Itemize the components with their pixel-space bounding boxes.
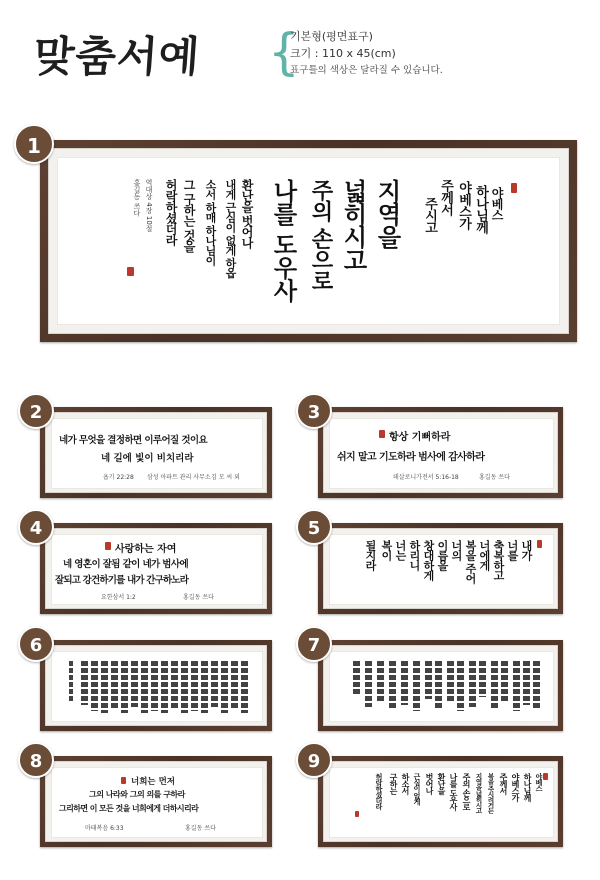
calligraphy-column: 벗어나 bbox=[425, 773, 434, 794]
calligraphy-line: 항상 기뻐하라 bbox=[389, 432, 451, 443]
calligraphy-line: 쉬지 말고 기도하라 범사에 감사하라 bbox=[337, 452, 485, 463]
product-3-artwork bbox=[329, 418, 554, 489]
artist-signature: 홍길동 쓰다 bbox=[185, 825, 216, 832]
spec-note: 표구틀의 색상은 달라질 수 있습니다. bbox=[290, 65, 443, 76]
calligraphy-texture bbox=[221, 661, 228, 713]
calligraphy-texture bbox=[151, 661, 158, 711]
product-3-mat bbox=[323, 412, 558, 493]
calligraphy-column: 복을 주어 bbox=[464, 540, 477, 583]
calligraphy-column: 내가 bbox=[520, 540, 533, 560]
product-2-frame[interactable] bbox=[29, 402, 272, 498]
calligraphy-texture bbox=[191, 661, 198, 711]
product-6-frame[interactable] bbox=[29, 635, 272, 731]
calligraphy-texture bbox=[425, 661, 432, 699]
product-6-mat bbox=[45, 645, 267, 726]
calligraphy-texture bbox=[491, 661, 498, 709]
red-seal-icon bbox=[127, 267, 134, 276]
calligraphy-column: 나를 도우사 bbox=[449, 773, 458, 810]
artist-signature: 홍길동 쓰다 bbox=[133, 179, 141, 217]
artist-signature: 홍길동 쓰다 bbox=[183, 594, 214, 601]
calligraphy-column: 주의 손으로 bbox=[462, 773, 471, 810]
product-9-frame[interactable] bbox=[307, 751, 563, 847]
calligraphy-texture bbox=[389, 661, 396, 709]
calligraphy-column: 환난을 bbox=[437, 773, 446, 794]
calligraphy-column: 허락하셨더라 bbox=[375, 773, 383, 809]
product-6-artwork bbox=[51, 651, 263, 722]
calligraphy-texture bbox=[365, 661, 372, 707]
verse-citation: 마태복음 6:33 bbox=[85, 825, 124, 832]
calligraphy-texture bbox=[353, 661, 360, 695]
calligraphy-texture bbox=[201, 661, 208, 713]
calligraphy-column: 복이 bbox=[380, 540, 393, 560]
verse-citation: 데살로니가전서 5:16-18 bbox=[393, 474, 459, 481]
calligraphy-column: 주의 손으로 bbox=[308, 179, 333, 291]
calligraphy-texture bbox=[513, 661, 520, 711]
calligraphy-texture bbox=[161, 661, 168, 713]
calligraphy-texture bbox=[457, 661, 464, 711]
red-seal-icon bbox=[121, 777, 126, 784]
calligraphy-column: 나를 도우사 bbox=[269, 179, 297, 302]
calligraphy-texture bbox=[81, 661, 88, 705]
product-4-artwork bbox=[51, 534, 263, 605]
brace-icon: { bbox=[268, 23, 300, 81]
calligraphy-texture bbox=[91, 661, 98, 711]
product-8-frame[interactable] bbox=[29, 751, 272, 847]
calligraphy-column: 근심이 없게 bbox=[413, 773, 421, 805]
product-5-artwork bbox=[329, 534, 554, 605]
red-seal-icon bbox=[537, 540, 542, 548]
calligraphy-column: 환난을 벗어나 bbox=[240, 179, 254, 249]
calligraphy-column: 지역을 넓히시고 bbox=[474, 773, 483, 813]
calligraphy-column: 주시고 bbox=[422, 197, 437, 233]
calligraphy-column: 넓히시고 bbox=[339, 179, 367, 271]
calligraphy-texture bbox=[469, 661, 476, 707]
calligraphy-column: 내게 근심이 없게 하옵 bbox=[224, 179, 237, 278]
calligraphy-column: 주께서 bbox=[499, 773, 508, 794]
calligraphy-column: 주께서 bbox=[438, 179, 453, 215]
product-7-mat bbox=[323, 645, 558, 726]
red-seal-icon bbox=[543, 773, 548, 780]
calligraphy-texture bbox=[377, 661, 384, 701]
brand-title: 맞춤서예 bbox=[32, 32, 202, 81]
red-seal-icon bbox=[511, 183, 517, 193]
calligraphy-texture bbox=[533, 661, 540, 709]
calligraphy-texture bbox=[241, 661, 248, 713]
calligraphy-column: 그 구하는 것을 bbox=[182, 179, 196, 252]
calligraphy-texture bbox=[401, 661, 408, 705]
product-8-mat bbox=[45, 761, 267, 842]
calligraphy-texture bbox=[501, 661, 508, 701]
header bbox=[0, 0, 600, 100]
calligraphy-texture bbox=[101, 661, 108, 713]
calligraphy-texture bbox=[141, 661, 148, 713]
product-number-badge: 6 bbox=[18, 626, 54, 662]
calligraphy-column: 야베스 bbox=[535, 773, 543, 791]
calligraphy-column: 복을 주시려거든 bbox=[486, 773, 495, 813]
calligraphy-line: 너희는 먼저 bbox=[131, 777, 176, 787]
artist-signature: 홍길동 쓰다 bbox=[479, 474, 510, 481]
calligraphy-column: 축복하고 bbox=[492, 540, 505, 580]
calligraphy-column: 하나님께 bbox=[473, 185, 488, 233]
spec-info bbox=[290, 28, 443, 79]
calligraphy-column: 허락하셨더라 bbox=[164, 179, 178, 245]
recipient-text: 삼성 아파트 관리 사무소 bbox=[147, 474, 211, 481]
verse-citation: 요한삼서 1:2 bbox=[101, 594, 136, 601]
product-number-badge: 1 bbox=[14, 124, 54, 164]
calligraphy-texture bbox=[121, 661, 128, 713]
product-5-mat bbox=[323, 528, 558, 609]
spec-size: 크기 : 110 x 45(cm) bbox=[290, 47, 396, 60]
calligraphy-line: 네가 무엇을 결정하면 이루어질 것이요 bbox=[59, 435, 208, 446]
calligraphy-line: 네 영혼이 잘됨 같이 네가 범사에 bbox=[63, 559, 189, 570]
product-9-artwork bbox=[329, 767, 554, 838]
calligraphy-column: 구하는 bbox=[389, 773, 398, 794]
product-number-badge: 5 bbox=[296, 509, 332, 545]
calligraphy-column: 너에게 bbox=[478, 540, 491, 570]
calligraphy-column: 될지라 bbox=[364, 540, 377, 570]
calligraphy-column: 야베스가 bbox=[456, 181, 471, 229]
calligraphy-texture bbox=[69, 661, 73, 701]
red-seal-icon bbox=[105, 542, 111, 550]
calligraphy-texture bbox=[231, 661, 238, 709]
product-9-mat bbox=[323, 761, 558, 842]
product-number-badge: 4 bbox=[18, 509, 54, 545]
artist-signature: 김 모 씨 외 bbox=[211, 474, 240, 481]
product-7-artwork bbox=[329, 651, 554, 722]
calligraphy-column: 너는 bbox=[394, 540, 407, 560]
calligraphy-column: 야베스가 bbox=[511, 773, 520, 801]
calligraphy-line: 그의 나라와 그의 의를 구하라 bbox=[89, 790, 185, 799]
calligraphy-texture bbox=[447, 661, 454, 703]
calligraphy-texture bbox=[171, 661, 178, 709]
calligraphy-texture bbox=[479, 661, 486, 697]
product-number-badge: 8 bbox=[18, 742, 54, 778]
calligraphy-column: 하나님께 bbox=[523, 773, 532, 801]
product-2-artwork bbox=[51, 418, 263, 489]
red-seal-icon bbox=[379, 430, 385, 438]
calligraphy-line: 그리하면 이 모든 것을 너희에게 더하시리라 bbox=[59, 804, 199, 813]
calligraphy-column: 지역을 bbox=[373, 179, 401, 248]
product-2-mat bbox=[45, 412, 267, 493]
verse-citation: 욥기 22:28 bbox=[103, 474, 134, 481]
calligraphy-texture bbox=[181, 661, 188, 713]
spec-type: 기본형(평면표구) bbox=[290, 30, 373, 43]
product-8-artwork bbox=[51, 767, 263, 838]
calligraphy-line: 네 길에 빛이 비치리라 bbox=[101, 453, 194, 464]
product-4-mat bbox=[45, 528, 267, 609]
red-seal-icon bbox=[355, 811, 359, 817]
verse-citation: 역대상 4장 10절 bbox=[145, 179, 153, 232]
product-3-frame[interactable] bbox=[307, 402, 563, 498]
calligraphy-line: 잘되고 강건하기를 내가 간구하노라 bbox=[55, 575, 189, 586]
product-1-mat bbox=[48, 148, 569, 334]
calligraphy-texture bbox=[211, 661, 218, 707]
calligraphy-texture bbox=[523, 661, 530, 705]
product-4-frame[interactable] bbox=[29, 518, 272, 614]
calligraphy-texture bbox=[111, 661, 118, 709]
calligraphy-line: 사랑하는 자여 bbox=[115, 544, 177, 555]
calligraphy-column: 너를 bbox=[506, 540, 519, 560]
calligraphy-column: 창대하게 bbox=[422, 540, 435, 580]
product-5-frame[interactable] bbox=[307, 518, 563, 614]
calligraphy-column: 하리니 bbox=[408, 540, 421, 570]
calligraphy-column: 이름을 bbox=[436, 540, 449, 570]
calligraphy-texture bbox=[131, 661, 138, 707]
product-1-frame[interactable] bbox=[27, 134, 577, 342]
calligraphy-texture bbox=[435, 661, 442, 709]
calligraphy-texture bbox=[413, 661, 420, 711]
calligraphy-column: 너의 bbox=[450, 540, 463, 560]
product-number-badge: 3 bbox=[296, 393, 332, 429]
product-number-badge: 2 bbox=[18, 393, 54, 429]
product-1-artwork bbox=[57, 157, 560, 325]
calligraphy-column: 소서 하매 하나님이 bbox=[204, 179, 217, 265]
product-7-frame[interactable] bbox=[307, 635, 563, 731]
calligraphy-column: 야베스 bbox=[490, 187, 504, 220]
calligraphy-column: 하소서 bbox=[401, 773, 410, 794]
product-number-badge: 7 bbox=[296, 626, 332, 662]
product-number-badge: 9 bbox=[296, 742, 332, 778]
